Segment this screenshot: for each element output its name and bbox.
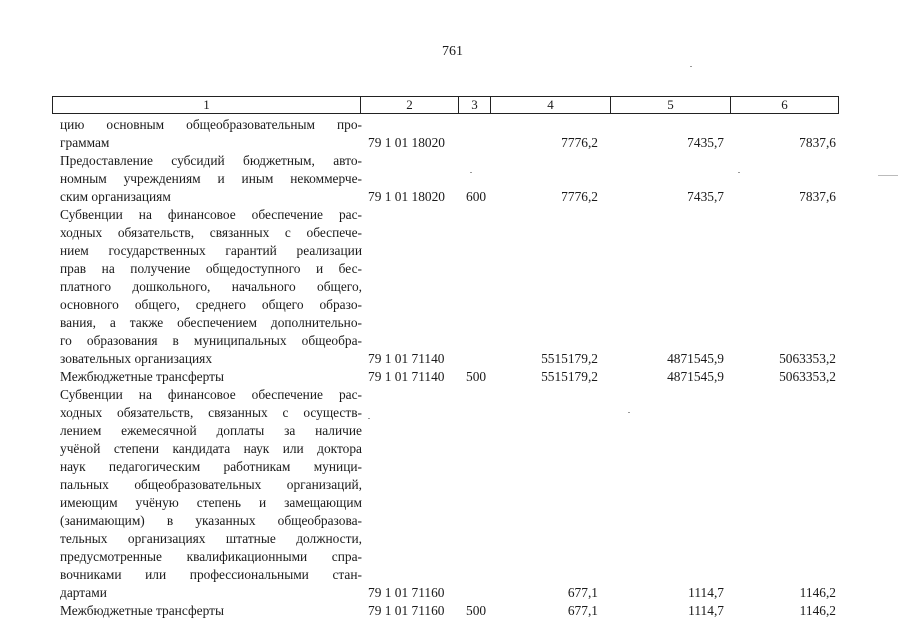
row-value-col-4: 7776,2 [561,189,598,204]
row-value-col-5: 4871545,9 [667,369,724,384]
description-line: наук педагогическим работникам муници- [60,459,362,474]
row-value-col-5: 4871545,9 [667,351,724,366]
row-value-col-6: 5063353,2 [779,369,836,384]
description-line: граммам [60,135,110,150]
table-row [52,116,852,152]
row-value-col-6: 1146,2 [799,603,836,618]
row-expense-type: 500 [466,369,487,384]
description-line: дартами [60,585,107,600]
scan-speck [368,418,370,419]
description-line: предусмотренные квалификационными спра- [60,549,362,564]
scan-speck [878,175,898,176]
description-line: учёной степени кандидата наук или доктора [60,441,362,456]
scan-speck [470,172,472,173]
page-number: 761 [442,44,463,59]
row-value-col-6: 1146,2 [799,585,836,600]
description-line: Предоставление субсидий бюджетным, авто- [60,153,362,168]
row-description [52,602,362,620]
row-value-col-6: 7837,6 [799,189,836,204]
row-code: 79 1 01 18020 [368,135,445,150]
row-code: 79 1 01 18020 [368,189,445,204]
description-line: вания, а также обеспечением дополнительно- [60,315,362,330]
row-code: 79 1 01 71140 [368,351,445,366]
row-expense-type: 500 [466,603,487,618]
row-value-col-5: 7435,7 [687,189,724,204]
row-value-col-4: 677,1 [567,585,598,600]
row-value-col-4: 5515179,2 [541,351,598,366]
scan-speck [628,412,630,413]
row-value-col-5: 1114,7 [688,603,724,618]
header-col-2: 2 [361,97,459,114]
row-description [52,116,362,152]
table-row [52,206,852,368]
table-header [52,96,839,114]
description-line: прав на получение общедоступного и бес- [60,261,362,276]
description-line: Субвенции на финансовое обеспечение рас- [60,387,362,402]
scan-speck [690,66,692,67]
row-description [52,368,362,386]
row-description [52,386,362,602]
description-line: платного дошкольного, начального общего, [60,279,362,294]
header-col-1: 1 [53,97,361,114]
header-col-3: 3 [459,97,491,114]
header-col-6: 6 [731,97,839,114]
row-expense-type: 600 [466,189,487,204]
description-line: пальных общеобразовательных организаций, [60,477,362,492]
description-line: нием государственных гарантий реализации [60,243,362,258]
description-line: имеющим учёную степень и замещающим [60,495,362,510]
table-row [52,368,852,386]
description-line: (занимающим) в указанных общеобразова- [60,513,362,528]
description-line: ходных обязательств, связанных с обеспече- [60,225,362,240]
description-line: Межбюджетные трансферты [60,603,224,618]
table-row [52,386,852,602]
row-value-col-6: 7837,6 [799,135,836,150]
row-value-col-6: 5063353,2 [779,351,836,366]
scan-speck [738,172,740,173]
row-value-col-4: 677,1 [567,603,598,618]
row-code: 79 1 01 71160 [368,603,445,618]
row-value-col-4: 5515179,2 [541,369,598,384]
row-code: 79 1 01 71160 [368,585,445,600]
row-value-col-5: 1114,7 [688,585,724,600]
row-description [52,152,362,206]
table-row [52,152,852,206]
row-value-col-5: 7435,7 [687,135,724,150]
row-code: 79 1 01 71140 [368,369,445,384]
description-line: основного общего, среднего общего образо- [60,297,362,312]
description-line: ходных обязательств, связанных с осуществ- [60,405,362,420]
description-line: зовательных организациях [60,351,213,366]
description-line: Субвенции на финансовое обеспечение рас- [60,207,362,222]
description-line: вочниками или профессиональными стан- [60,567,362,582]
table-row [52,602,852,620]
description-line: Межбюджетные трансферты [60,369,224,384]
description-line: номным учреждениям и иным некоммерче- [60,171,362,186]
description-line: лением ежемесячной доплаты за наличие [60,423,362,438]
header-col-4: 4 [491,97,611,114]
row-value-col-4: 7776,2 [561,135,598,150]
table-body [52,116,852,620]
description-line: го образования в муниципальных общеобра- [60,333,362,348]
description-line: тельных организациях штатные должности, [60,531,362,546]
description-line: цию основным общеобразовательным про- [60,117,362,132]
row-description [52,206,362,368]
header-col-5: 5 [611,97,731,114]
description-line: ским организациям [60,189,171,204]
